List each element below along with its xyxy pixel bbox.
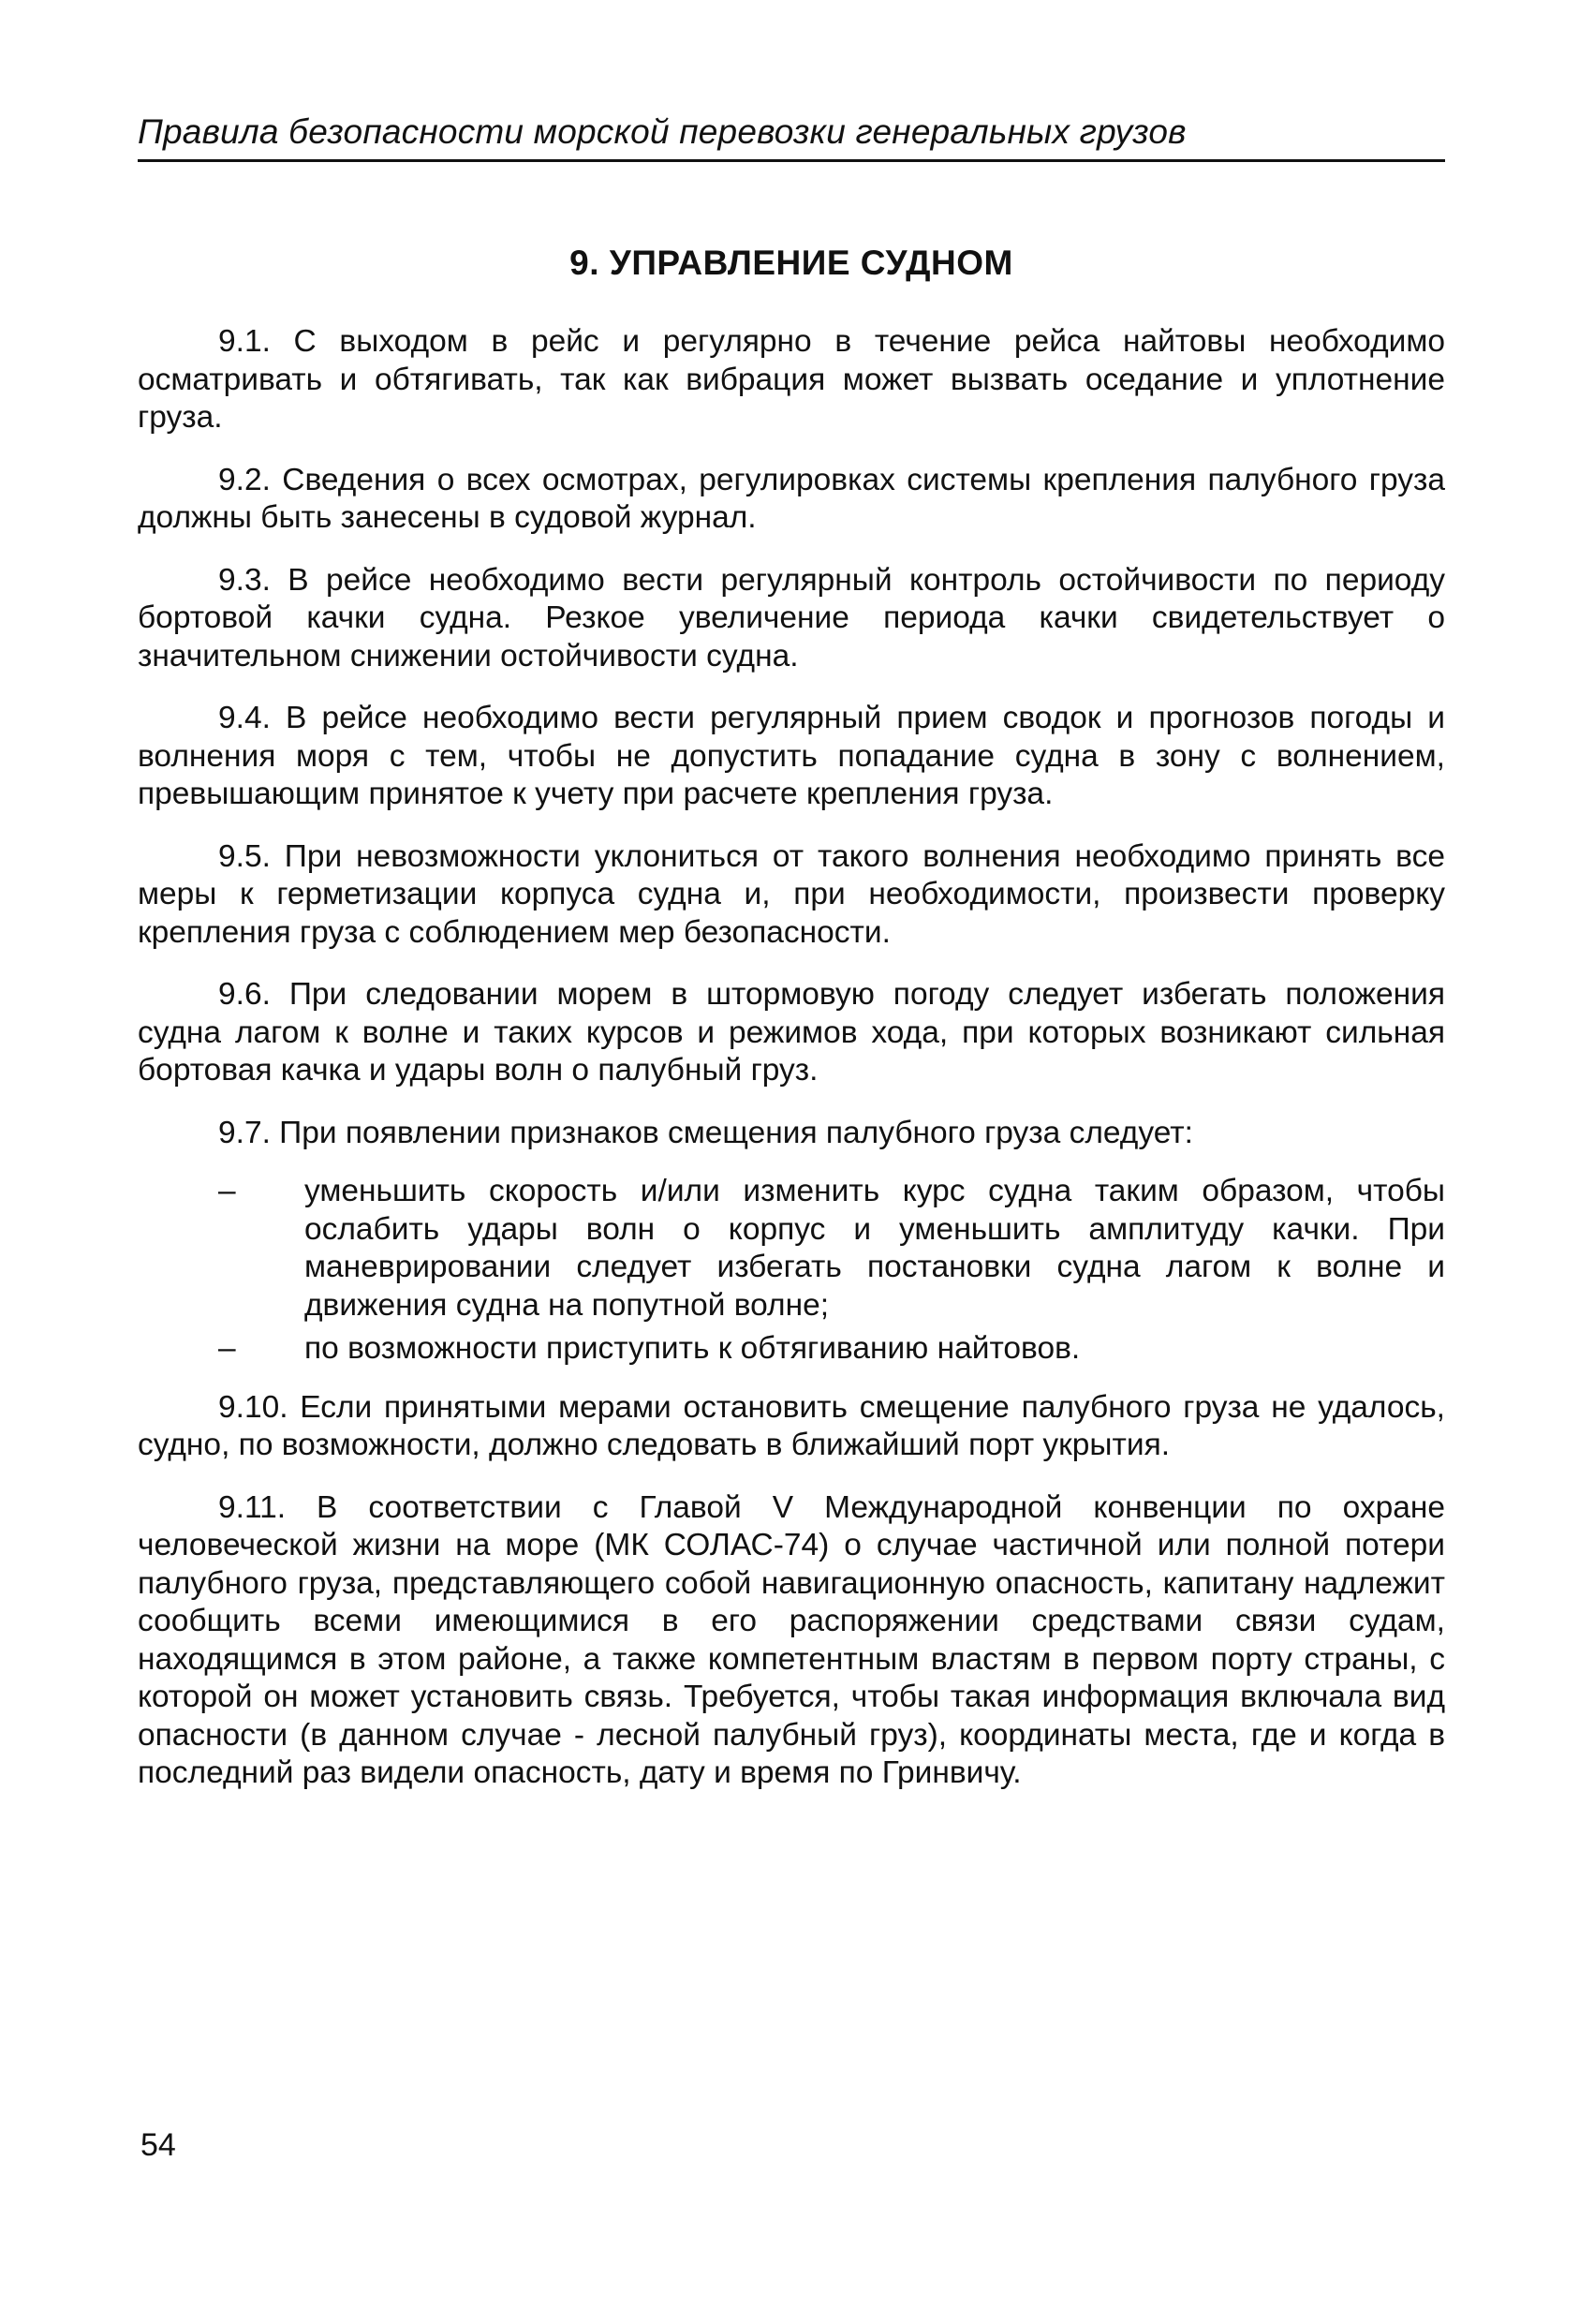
- paragraph-9-1: 9.1. С выходом в рейс и регулярно в течение рейса найтовы необходимо осматривать и обтягивать, так как вибрация может вызвать оседание и уплотнение груза.: [138, 324, 1445, 435]
- paragraph-9-6: 9.6. При следовании морем в штормовую погоду следует избегать положения судна лагом к волне и таких курсов и режимов хода, при которых возникают сильная бортовая качка и удары волн о палубный груз.: [138, 977, 1445, 1088]
- paragraph-9-3: 9.3. В рейсе необходимо вести регулярный контроль остойчивости по периоду бортовой качки судна. Резкое увеличение периода качки свидетельствует о значительном снижении остойчивости судна.: [138, 562, 1445, 674]
- paragraph-9-5: 9.5. При невозможности уклониться от такого волнения необходимо принять все меры к герметизации корпуса судна и, при необходимости, произвести проверку крепления груза с соблюдением мер безопасности.: [138, 838, 1445, 950]
- header-rule: [138, 159, 1445, 162]
- running-header: Правила безопасности морской перевозки генеральных грузов: [138, 112, 1187, 151]
- body-text: [138, 323, 1445, 1817]
- paragraph-9-2: 9.2. Сведения о всех осмотрах, регулировках системы крепления палубного груза должны быть занесены в судовой журнал.: [138, 462, 1445, 535]
- dash-marker: –: [218, 1331, 236, 1366]
- paragraph-9-11: 9.11. В соответствии с Главой V Международной конвенции по охране человеческой жизни на море (МК СОЛАС-74) о случае частичной или полной потери палубного груза, представляющего собой навигационную опасность, капитану надлежит сообщить всеми имеющимися в его распоряжении средствами связи судам, находящимся в этом районе, а также компетентным властям в первом порту страны, с которой он может установить связь. Требуется, чтобы такая информация включала вид опасности (в данном случае - лесной палубный груз), координаты места, где и когда в последний раз видели опасность, дату и время по Гринвичу.: [138, 1489, 1445, 1790]
- paragraph-9-10: 9.10. Если принятыми мерами остановить смещение палубного груза не удалось, судно, по возможности, должно следовать в ближайший порт укрытия.: [138, 1389, 1445, 1462]
- dash-marker: –: [218, 1174, 236, 1208]
- page-number: 54: [140, 2127, 176, 2163]
- list-item-text: уменьшить скорость и/или изменить курс судна таким образом, чтобы ослабить удары волн о корпус и уменьшить амплитуду качки. При маневрировании следует избегать постановки судна лагом к волне и движения судна на попутной волне;: [304, 1174, 1445, 1323]
- list-item: [138, 1173, 1445, 1325]
- paragraph-9-4: 9.4. В рейсе необходимо вести регулярный прием сводок и прогнозов погоды и волнения моря с тем, чтобы не допустить попадание судна в зону с волнением, превышающим принятое к учету при расчете крепления груза.: [138, 701, 1445, 811]
- paragraph-9-7: 9.7. При появлении признаков смещения палубного груза следует:: [218, 1115, 1193, 1150]
- bullet-list: [138, 1173, 1445, 1369]
- list-item-text: по возможности приступить к обтягиванию найтовов.: [304, 1331, 1081, 1366]
- section-title: 9. УПРАВЛЕНИЕ СУДНОМ: [569, 244, 1013, 282]
- list-item: [138, 1330, 1445, 1369]
